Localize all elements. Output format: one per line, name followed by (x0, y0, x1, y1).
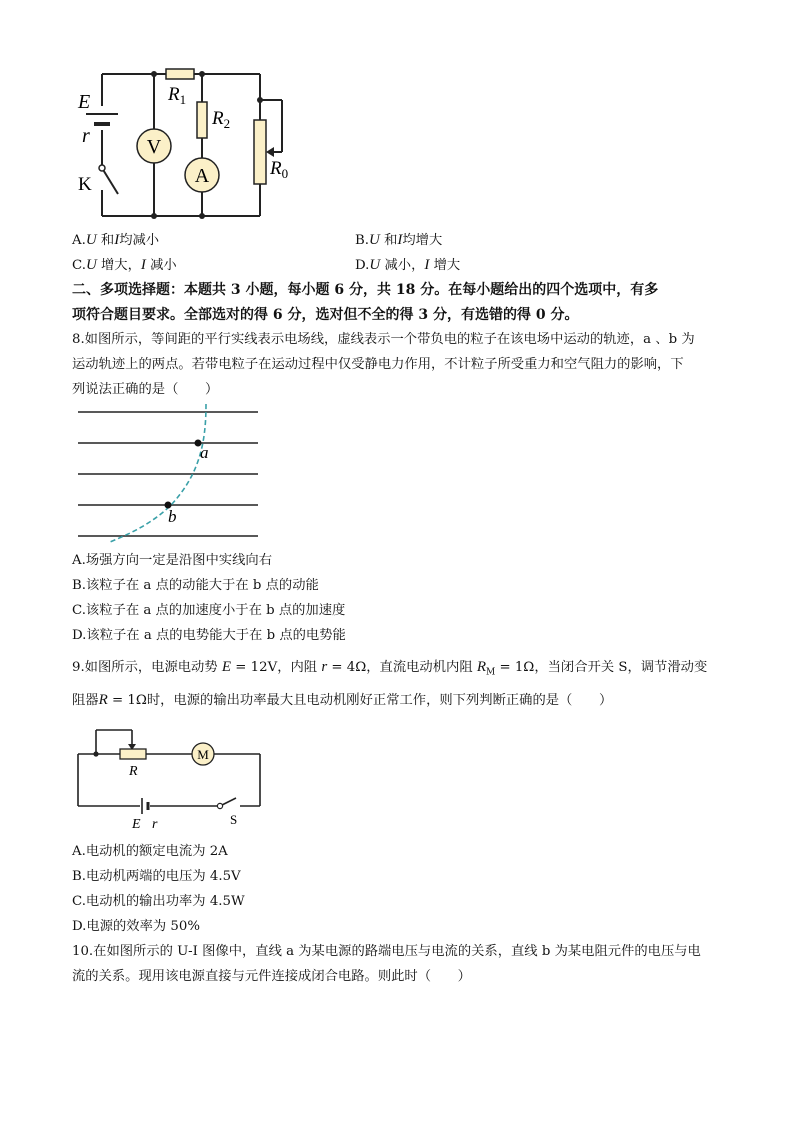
q8-option-c: C.该粒子在 a 点的加速度小于在 b 点的加速度 (72, 603, 346, 618)
label-e: E (78, 91, 91, 113)
q8-option-b: B.该粒子在 a 点的动能大于在 b 点的动能 (72, 578, 319, 593)
label-r2: $R_2$ (212, 108, 231, 131)
q8-stem-line-2: 运动轨迹上的两点。若带电粒子在运动过程中仅受静电力作用，不计粒子所受重力和空气阻力的影响，下 (72, 357, 684, 372)
section-2-heading-line-1: 二、多项选择题：本题共 3 小题，每小题 6 分，共 18 分。在每小题给出的四个选项中，有多 (72, 282, 659, 298)
label-r: r (82, 125, 90, 147)
rheostat (120, 749, 146, 759)
label-k: K (78, 174, 92, 195)
q7-option-c: C.U 增大，I 减小 (72, 257, 177, 273)
resistor-r2 (197, 102, 207, 138)
label-emf: E (132, 817, 141, 832)
q7-option-b: B.U 和I均增大 (355, 232, 443, 248)
circuit-figure-2 (70, 722, 270, 834)
q9-option-a: A.电动机的额定电流为 2A (72, 844, 228, 859)
particle-trajectory (110, 404, 206, 542)
label-a: a (200, 443, 209, 462)
motor-label: M (197, 747, 209, 762)
q8-option-d: D.该粒子在 a 点的电势能大于在 b 点的电势能 (72, 628, 346, 643)
q9-stem-line-1: 9.如图所示，电源电动势 E = 12V，内阻 r = 4Ω，直流电动机内阻 $R_M = 1\Omega$，当闭合开关 S，调节滑动变 (72, 659, 708, 678)
q8-option-a: A.场强方向一定是沿图中实线向右 (72, 553, 272, 568)
q9-option-d: D.电源的效率为 50% (72, 919, 200, 934)
q9-option-c: C.电动机的输出功率为 4.5W (72, 894, 245, 909)
label-switch: S (230, 812, 238, 827)
q9-stem-line-2: 阻器R = 1Ω时，电源的输出功率最大且电动机刚好正常工作，则下列判断正确的是（ ） (72, 692, 613, 708)
label-r0: $R_0$ (270, 158, 289, 181)
resistor-r0 (254, 120, 266, 184)
q8-stem-line-1: 8.如图所示，等间距的平行实线表示电场线，虚线表示一个带负电的粒子在该电场中运动的轨迹，a 、b 为 (72, 332, 695, 347)
q8-stem-line-3: 列说法正确的是（ ） (72, 382, 219, 397)
circuit-figure-1 (70, 62, 310, 224)
q10-stem-line-2: 流的关系。现用该电源直接与元件连接成闭合电路。则此时（ ） (72, 969, 471, 984)
section-2-heading-line-2: 项符合题目要求。全部选对的得 6 分，选对但不全的得 3 分，有选错的得 0 分。 (72, 307, 579, 323)
ammeter-label: A (194, 165, 210, 187)
q7-option-a: A.U 和I均减小 (72, 232, 160, 248)
voltmeter-label: V (146, 136, 162, 158)
label-b: b (168, 507, 177, 526)
q9-option-b: B.电动机两端的电压为 4.5V (72, 869, 241, 884)
q10-stem-line-1: 10.在如图所示的 U-I 图像中，直线 a 为某电源的路端电压与电流的关系，直线 b 为某电阻元件的电压与电 (72, 944, 701, 959)
label-internal-r: r (152, 817, 158, 832)
label-r1: $R_1$ (168, 84, 187, 107)
label-rheostat: R (129, 764, 138, 779)
field-lines-figure (74, 404, 264, 544)
resistor-r1 (166, 69, 194, 79)
q7-option-d: D.U 减小，I 增大 (355, 257, 461, 273)
